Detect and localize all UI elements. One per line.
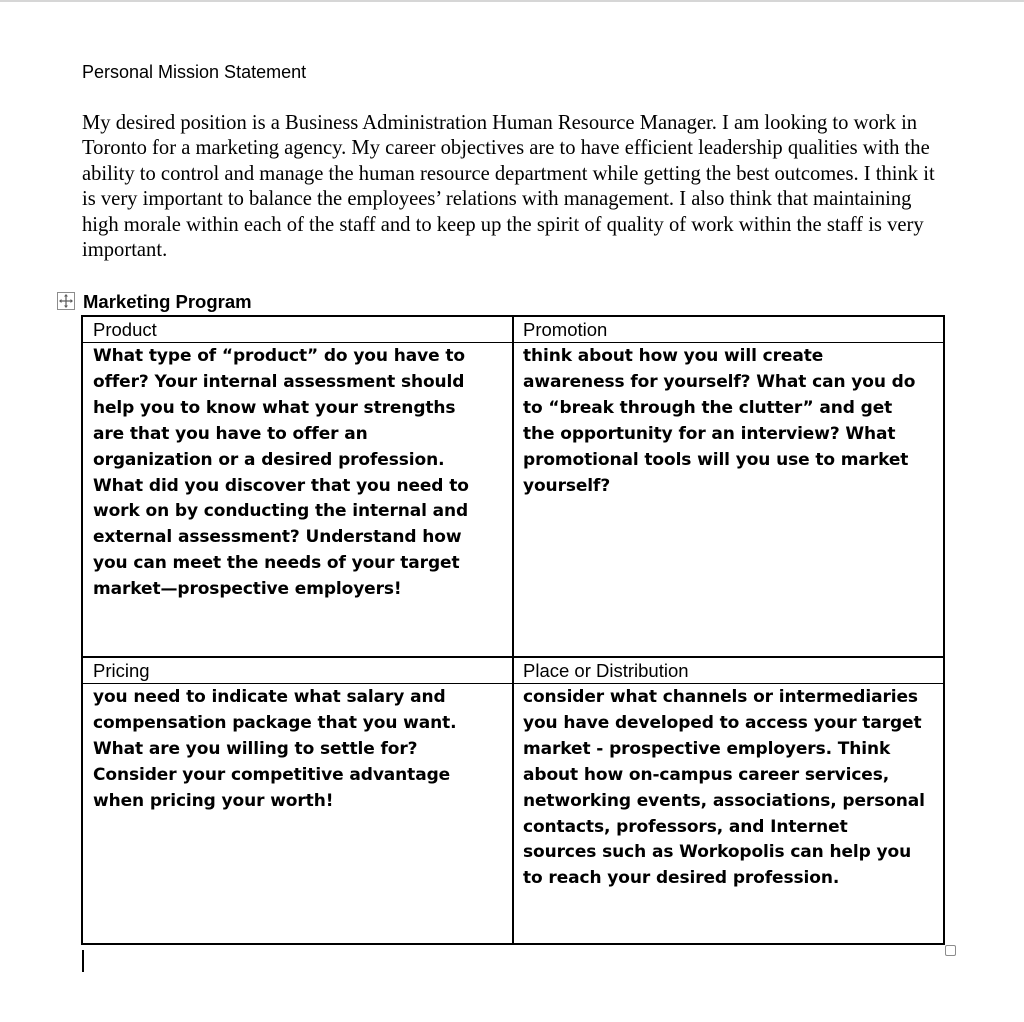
marketing-program-table: [81, 315, 945, 945]
table-column-divider: [512, 315, 514, 945]
place-cell-text[interactable]: consider what channels or intermediaries you have developed to access your target market - prospective employers. Think about how on-campus career services, networking events, associations, personal contacts, professors, and Internet sources such as Workopolis can help you to reach your desired profession.: [523, 687, 925, 889]
pricing-cell-text[interactable]: you need to indicate what salary and compensation package that you want. What are you willing to settle for? Consider your competitive advantage when pricing your worth!: [93, 687, 457, 811]
mission-paragraph[interactable]: My desired position is a Business Administration Human Resource Manager. I am looking to work in Toronto for a marketing agency. My career objectives are to have efficient leadership qualities with the ability to control and manage the human resource department while getting the best outcomes. I think it is very important to balance the employees’ relations with management. I also think that maintaining high morale within each of the staff and to keep up the spirit of quality of work within the staff is very important.: [82, 112, 935, 262]
product-cell-label[interactable]: Product: [93, 319, 157, 340]
table-resize-icon[interactable]: [945, 945, 956, 956]
product-cell-text[interactable]: What type of “product” do you have to offer? Your internal assessment should help you to know what your strengths are that you have to offer an organization or a desired profession. What did you discover that you need to work on by conducting the internal and external assessment? Understand how you can meet the needs of your target market—prospective employers!: [93, 346, 469, 600]
pricing-cell-label[interactable]: Pricing: [93, 660, 150, 681]
table-move-icon[interactable]: [57, 292, 75, 310]
text-cursor: [82, 950, 84, 972]
promotion-cell-label[interactable]: Promotion: [523, 319, 608, 340]
table-border-right: [943, 315, 945, 945]
table-title: Marketing Program: [83, 291, 252, 312]
table-border-left: [81, 315, 83, 945]
promotion-cell-text[interactable]: think about how you will create awareness for yourself? What can you do to “break through the clutter” and get the opportunity for an interview? What promotional tools will you use to market yourself?: [523, 346, 916, 496]
page-heading: Personal Mission Statement: [82, 62, 307, 82]
window-top-border: [0, 0, 1024, 2]
place-cell-label[interactable]: Place or Distribution: [523, 660, 689, 681]
